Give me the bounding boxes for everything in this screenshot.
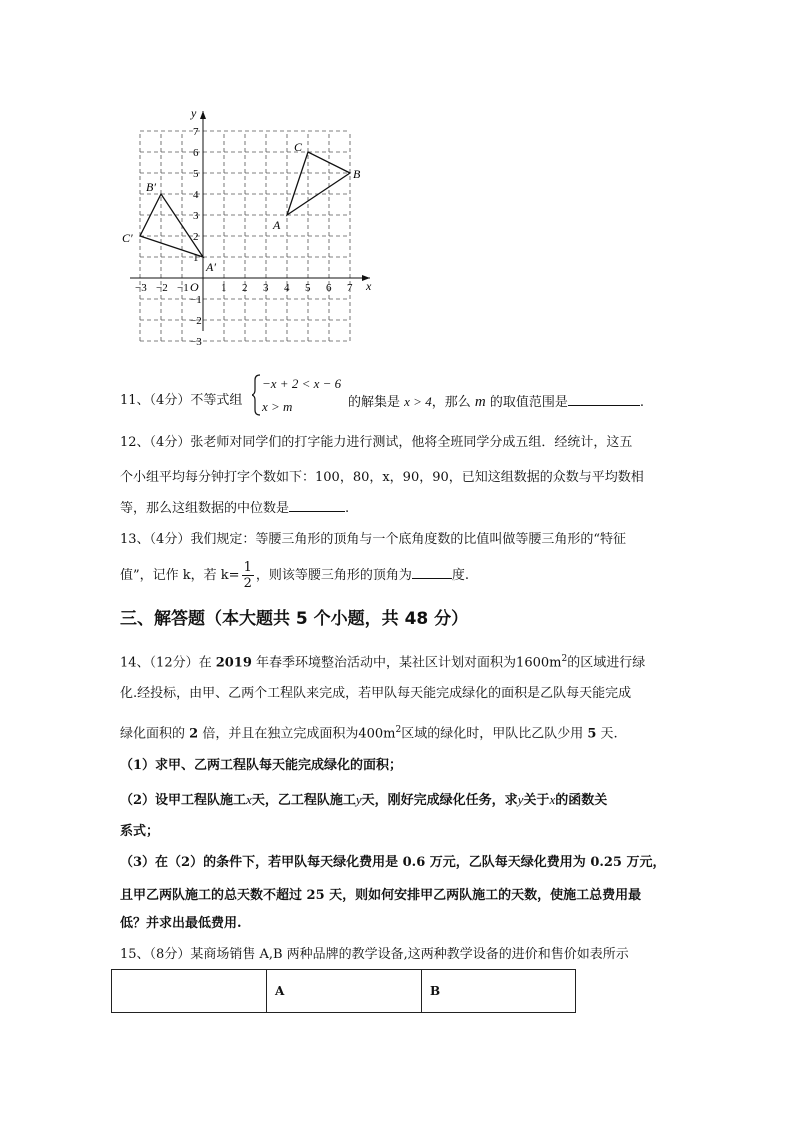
system-brace <box>252 374 262 416</box>
y-axis-arrow-icon <box>200 111 206 119</box>
q14-l3a: 绿化面积的 <box>120 726 190 742</box>
table-row <box>112 970 576 1013</box>
q14-line2: 化.经投标，由甲、乙两个工程队来完成，若甲队每天能完成绿化的面积是乙队每天能完成 <box>120 686 632 701</box>
q14-p2x: x <box>246 792 252 807</box>
q11-rest <box>348 391 644 413</box>
q14-p2y2: y <box>517 792 524 807</box>
q11-end2: . <box>639 395 644 410</box>
q13-line2c: 度. <box>451 568 469 583</box>
q14-p3c: 万元，乙队每天绿化费用为 <box>425 855 591 870</box>
q14-p3h: 天，则如何安排甲乙两队施工的天数，使施工总费用最 <box>324 888 642 903</box>
q14-l3c: 倍，并且在独立完成面积为 <box>198 726 359 742</box>
q14-p3a: （3）在（2）的条件下，若甲队每天绿化费用是 <box>120 855 403 870</box>
triangle-abc <box>287 152 350 215</box>
q14-p2x2: x <box>549 792 556 807</box>
y-tick-label: 2 <box>193 231 199 243</box>
x-tick-label: 3 <box>263 282 269 294</box>
point-a-label: A <box>273 218 281 232</box>
x-tick-label: 4 <box>284 282 290 294</box>
frac-num: 1 <box>243 560 252 575</box>
q12-line1: 12、（4分）张老师对同学们的打字能力进行测试，他将全班同学分成五组．经统计，这五 <box>120 435 633 450</box>
q14-line1 <box>120 649 645 673</box>
q14-l3d: 区域的绿化时，甲队比乙队少用 <box>401 726 588 742</box>
table-cell-empty <box>112 970 267 1013</box>
q11-mid2: ，那么 <box>431 395 471 410</box>
point-a1-label: A′ <box>206 260 216 274</box>
q12-line3b: . <box>345 501 350 516</box>
q11-eq1: −x + 2 < x − 6 <box>262 376 342 391</box>
q14-l1c: 年春季环境整治活动中，某社区计划对面积为 <box>251 655 517 671</box>
axes <box>130 111 370 331</box>
q14-p2d: 关于 <box>523 793 550 808</box>
point-c1-label: C′ <box>122 231 133 245</box>
y-axis-label: y <box>191 106 197 120</box>
q14-area1: 1600m <box>516 655 562 671</box>
q14-l1b: 2019 <box>215 655 252 671</box>
frac-den: 2 <box>243 576 252 591</box>
y-tick-label: 5 <box>193 168 199 180</box>
q14-p3g: 25 <box>306 888 325 903</box>
y-tick-label: −3 <box>190 336 202 348</box>
x-tick-label: 2 <box>242 282 248 294</box>
x-tick-label: −3 <box>135 282 147 294</box>
q11-mid: 的解集是 <box>348 395 401 410</box>
q15-line1: 15、（8分）某商场销售 A,B 两种品牌的教学设备,这两种教学设备的进价和售价如表所示 <box>120 947 629 962</box>
y-tick-label: 4 <box>193 189 199 201</box>
q13-line2b: ，则该等腰三角形的顶角为 <box>255 568 412 583</box>
question-11 <box>120 391 242 411</box>
q14-l1d: 的区域进行绿 <box>567 655 646 671</box>
x-tick-label: 1 <box>221 282 227 294</box>
q14-p2c: 天，刚好完成绿化任务，求 <box>361 793 518 808</box>
q12-answer-blank[interactable] <box>289 497 345 512</box>
q14-l3f: 天. <box>596 726 618 742</box>
q11-m: m <box>474 394 486 410</box>
price-table <box>111 969 576 1013</box>
q14-part3-line1 <box>120 853 666 873</box>
graph-labels <box>122 106 372 348</box>
y-tick-label: −1 <box>190 294 202 306</box>
x-tick-label: −2 <box>156 282 168 294</box>
triangle-a1b1c1 <box>140 194 203 257</box>
y-tick-label: 3 <box>193 210 199 222</box>
y-tick-label: 1 <box>193 252 199 264</box>
q14-l3b: 2 <box>189 726 199 742</box>
q14-line3 <box>120 720 618 744</box>
q12-line2: 个小组平均每分钟打字个数如下：100，80，x，90，90，已知这组数据的众数与平均数相 <box>120 470 644 485</box>
y-tick-label: 7 <box>193 126 199 138</box>
fraction-one-half <box>242 560 254 591</box>
q14-part1: （1）求甲、乙两工程队每天能完成绿化的面积； <box>120 758 403 773</box>
y-tick-label: −2 <box>190 315 202 327</box>
x-axis-label: x <box>366 279 372 293</box>
dashed-grid <box>140 131 350 341</box>
q14-sup1: 2 <box>561 654 568 664</box>
section-title: 三、解答题（本大题共 5 个小题，共 48 分） <box>120 609 469 629</box>
point-c-label: C <box>294 140 303 154</box>
q14-p3f: 且甲乙两队施工的总天数不超过 <box>120 888 307 903</box>
table-cell-b: B <box>422 970 576 1013</box>
q14-part2 <box>120 790 607 811</box>
q14-part2-cont: 系式； <box>120 824 160 839</box>
point-b-label: B <box>353 167 361 181</box>
q11-eq2: x > m <box>262 399 293 414</box>
q14-p3b: 0.6 <box>402 855 426 870</box>
q14-p2b: 天，乙工程队施工 <box>251 793 356 808</box>
q13-line2a: 值”，记作 k，若 k= <box>120 568 240 583</box>
q14-part3-line2 <box>120 886 641 906</box>
origin-label: O <box>190 280 199 294</box>
q11-prefix: 11、（4分）不等式组 <box>120 393 243 408</box>
q14-p2y: y <box>355 792 362 807</box>
y-tick-label: 6 <box>193 147 199 159</box>
x-tick-label: 5 <box>305 282 311 294</box>
x-tick-label: 6 <box>326 282 332 294</box>
x-tick-label: −1 <box>177 282 189 294</box>
q14-l3e: 5 <box>587 726 597 742</box>
q12-line3 <box>120 497 349 519</box>
point-b1-label: B′ <box>146 180 156 194</box>
q14-p2e: 的函数关 <box>555 793 608 808</box>
q11-solution: x > 4 <box>404 394 432 409</box>
coordinate-graph <box>110 100 390 360</box>
q11-answer-blank[interactable] <box>568 391 640 406</box>
q14-sup2: 2 <box>395 725 402 735</box>
q14-area2: 400m <box>358 726 396 742</box>
table-cell-a: A <box>267 970 422 1013</box>
q14-p2a: （2）设甲工程队施工 <box>120 793 247 808</box>
q13-answer-blank[interactable] <box>412 564 452 579</box>
x-tick-label: 7 <box>347 282 353 294</box>
q13-line1: 13、（4分）我们规定：等腰三角形的顶角与一个底角度数的比值叫做等腰三角形的“特征 <box>120 532 626 547</box>
q14-p3e: 万元， <box>621 855 666 870</box>
q12-line3a: 等，那么这组数据的中位数是 <box>120 501 290 516</box>
q11-end: 的取值范围是 <box>489 395 568 410</box>
q13-line2 <box>120 559 469 593</box>
q14-l1a: 14、（12分）在 <box>120 655 216 671</box>
q14-p3d: 0.25 <box>590 855 622 870</box>
q14-part3-line3: 低？并求出最低费用. <box>120 916 242 931</box>
